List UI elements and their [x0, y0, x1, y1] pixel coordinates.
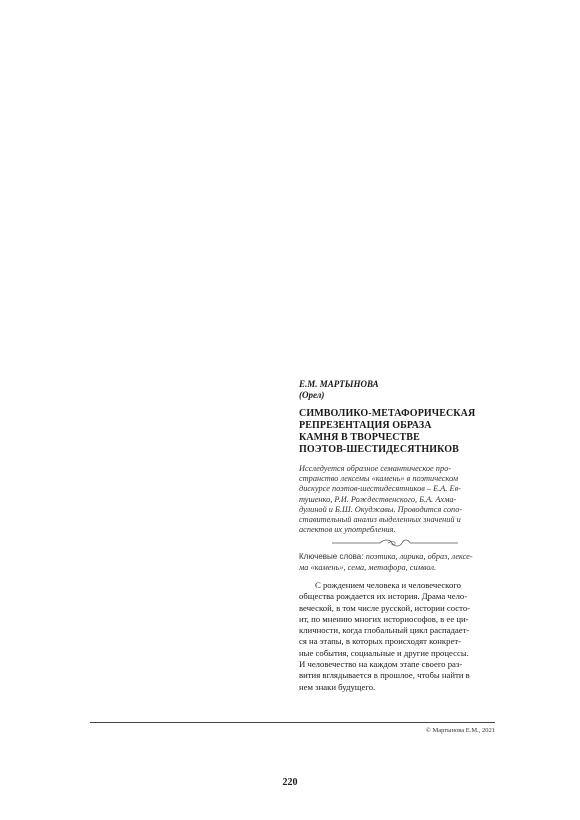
abstract-line: тушенко, Р.И. Рождественского, Б.А. Ахма-: [299, 494, 457, 504]
body-line: ит, по мнению многих историософов, в ее ци-: [299, 613, 469, 624]
keywords-text: поэтика, лирика, образ, лексе-: [365, 552, 473, 561]
author-block: [299, 379, 495, 401]
title-line: РЕПРЕЗЕНТАЦИЯ ОБРАЗА: [299, 420, 432, 431]
footer-rule: [90, 722, 495, 723]
body-line: ся на этапы, в которых происходят конкрет-: [299, 636, 462, 647]
keywords-line: Ключевые слова: поэтика, лирика, образ, лексе-: [299, 552, 473, 561]
title-line: СИМВОЛИКО-МЕТАФОРИЧЕСКАЯ: [299, 408, 476, 419]
author-city: (Орел): [299, 390, 325, 400]
title-line: КАМНЯ В ТВОРЧЕСТВЕ: [299, 432, 420, 443]
body-line: кличности, когда глобальный цикл распадает-: [299, 625, 470, 636]
page-number: 220: [282, 777, 298, 788]
abstract: [299, 464, 495, 535]
abstract-line: странство лексемы «камень» в поэтическом: [299, 474, 459, 484]
abstract-line: дискурсе поэтов-шестидесятников – Е.А. Ев-: [299, 484, 461, 494]
title-line: ПОЭТОВ-ШЕСТИДЕСЯТНИКОВ: [299, 444, 459, 455]
copyright-note: © Мартынова Е.М., 2021: [425, 727, 495, 734]
article-title: [299, 408, 495, 456]
body-line: ные события, социальные и другие процессы.: [299, 647, 469, 658]
abstract-line: дулиной и Б.Ш. Окуджавы. Проводится сопо-: [299, 504, 463, 514]
body-line: С рождением человека и человеческого: [315, 580, 461, 590]
body-line: И человечество на каждом этапе своего раз-: [299, 659, 463, 670]
abstract-line: аспектов их употребления.: [299, 525, 396, 535]
body-text: [299, 580, 495, 693]
ornament-divider-icon: [330, 538, 460, 548]
body-line: общества рождается их история. Драма чело-: [299, 591, 468, 602]
abstract-line: ставительный анализ выделенных значений и: [299, 515, 461, 525]
body-line: веческой, в том числе русской, истории состо-: [299, 602, 471, 613]
keywords: [299, 552, 495, 573]
author-name: Е.М. МАРТЫНОВА: [299, 379, 379, 389]
keywords-label: Ключевые слова: [299, 552, 362, 561]
body-line: нем знаки будущего.: [299, 681, 376, 692]
keywords-line: ма «камень», сема, метафора, символ.: [299, 562, 437, 572]
body-line: вития вглядывается в прошлое, чтобы найти в: [299, 670, 470, 681]
abstract-line: Исследуется образное семантическое про-: [299, 464, 452, 473]
